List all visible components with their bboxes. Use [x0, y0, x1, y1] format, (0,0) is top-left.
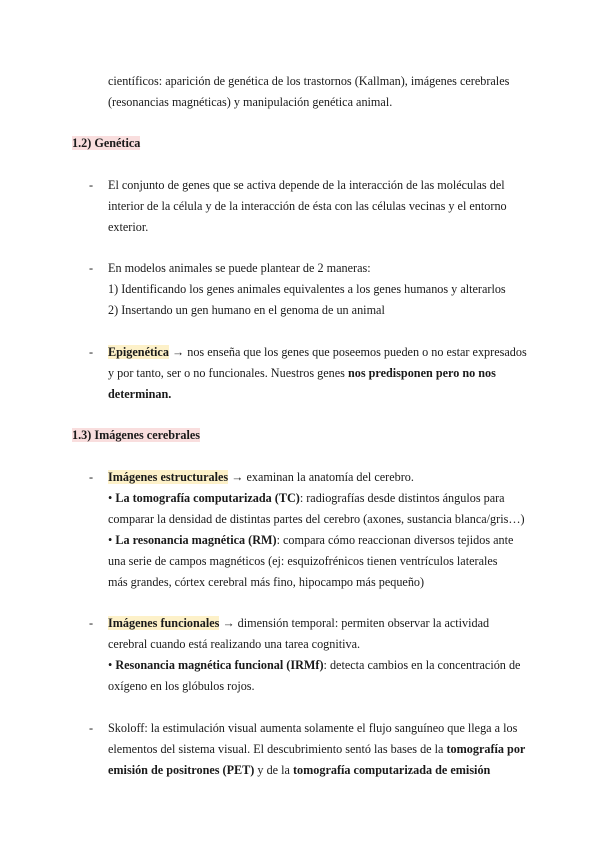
imagenes-b3-plain-2: y de la [254, 763, 293, 777]
rmf-term: Resonancia magnética funcional (IRMf) [115, 658, 324, 672]
imagenes-b1-rest: → examinan la anatomía del cerebro. [228, 470, 414, 484]
section-heading-genetica [72, 133, 140, 154]
genetica-b3-line-3: determinan. [108, 387, 172, 401]
genetica-b1-line-1: El conjunto de genes que se activa depende de la interacción de las moléculas del [108, 178, 505, 192]
bullet-dash: - [89, 261, 94, 275]
imagenes-b1-rm-line-1 [108, 530, 513, 551]
imagenes-b1-line-1 [108, 467, 414, 488]
imagenes-b3-line-1: Skoloff: la estimulación visual aumenta solamente el flujo sanguíneo que llega a los [108, 721, 518, 735]
tc-term: La tomografía computarizada (TC) [115, 491, 300, 505]
imagenes-b1-rm-line-2: una serie de campos magnéticos (ej: esquizofrénicos tienen ventrículos laterales [108, 554, 498, 568]
heading-highlight: 1.3) Imágenes cerebrales [72, 428, 201, 442]
imagenes-b1-tc-line-1 [108, 488, 505, 509]
imagenes-b3-bold-pet: emisión de positrones (PET) [108, 763, 255, 777]
imagenes-b2-rmf-line-2: oxígeno en los glóbulos rojos. [108, 679, 255, 693]
imagenes-b1-rm-line-3: más grandes, córtex cerebral más fino, hipocampo más pequeño) [108, 575, 425, 589]
genetica-b3-rest: → nos enseña que los genes que poseemos pueden o no estar expresados [168, 345, 527, 359]
section-heading-imagenes [72, 425, 200, 446]
bullet-dash: - [89, 345, 94, 359]
genetica-b3-plain: y por tanto, ser o no funcionales. Nuestros genes [108, 366, 348, 380]
bullet-dash: - [89, 470, 94, 484]
term-epigenetica: Epigenética [108, 345, 169, 359]
genetica-b2-line-2: 1) Identificando los genes animales equivalentes a los genes humanos y alterarlos [108, 282, 506, 296]
imagenes-b3-plain: elementos del sistema visual. El descubrimiento sentó las bases de la [108, 742, 447, 756]
genetica-b2-line-1: En modelos animales se puede plantear de 2 maneras: [108, 261, 371, 275]
imagenes-b2-rmf-line-1 [108, 655, 520, 676]
imagenes-b3-bold-tc: tomografía computarizada de emisión [292, 763, 491, 777]
imagenes-b3-bold: tomografía por [446, 742, 526, 756]
genetica-b1-line-2: interior de la célula y de la interacción de ésta con las células vecinas y el entorno [108, 199, 507, 213]
rm-rest: : compara cómo reaccionan diversos tejidos ante [276, 533, 514, 547]
intro-line-1: científicos: aparición de genética de los trastornos (Kallman), imágenes cerebrales [108, 74, 510, 88]
imagenes-b2-line-2: cerebral cuando está realizando una tarea cognitiva. [108, 637, 361, 651]
rmf-rest: : detecta cambios en la concentración de [323, 658, 521, 672]
imagenes-b2-line-1 [108, 613, 489, 634]
imagenes-b3-line-3 [108, 760, 490, 781]
bullet-dash: - [89, 178, 94, 192]
genetica-b2-line-3: 2) Insertando un gen humano en el genoma de un animal [108, 303, 385, 317]
sub-bullet: • [108, 533, 116, 547]
intro-line-2: (resonancias magnéticas) y manipulación genética animal. [108, 95, 393, 109]
heading-highlight: 1.2) Genética [72, 136, 141, 150]
term-imagenes-funcionales: Imágenes funcionales [108, 616, 220, 630]
genetica-b3-line-2 [108, 363, 496, 384]
sub-bullet: • [108, 491, 116, 505]
sub-bullet: • [108, 658, 116, 672]
tc-rest: : radiografías desde distintos ángulos para [299, 491, 505, 505]
bullet-dash: - [89, 721, 94, 735]
imagenes-b2-rest: → dimensión temporal: permiten observar la actividad [219, 616, 490, 630]
genetica-b1-line-3: exterior. [108, 220, 149, 234]
genetica-b3-line-1 [108, 342, 527, 363]
genetica-b3-bold: nos predisponen pero no nos [347, 366, 496, 380]
term-imagenes-estructurales: Imágenes estructurales [108, 470, 229, 484]
imagenes-b3-line-2 [108, 739, 525, 760]
bullet-dash: - [89, 616, 94, 630]
imagenes-b1-tc-line-2: comparar la densidad de distintas partes del cerebro (axones, sustancia blanca/gris…) [108, 512, 525, 526]
rm-term: La resonancia magnética (RM) [115, 533, 277, 547]
